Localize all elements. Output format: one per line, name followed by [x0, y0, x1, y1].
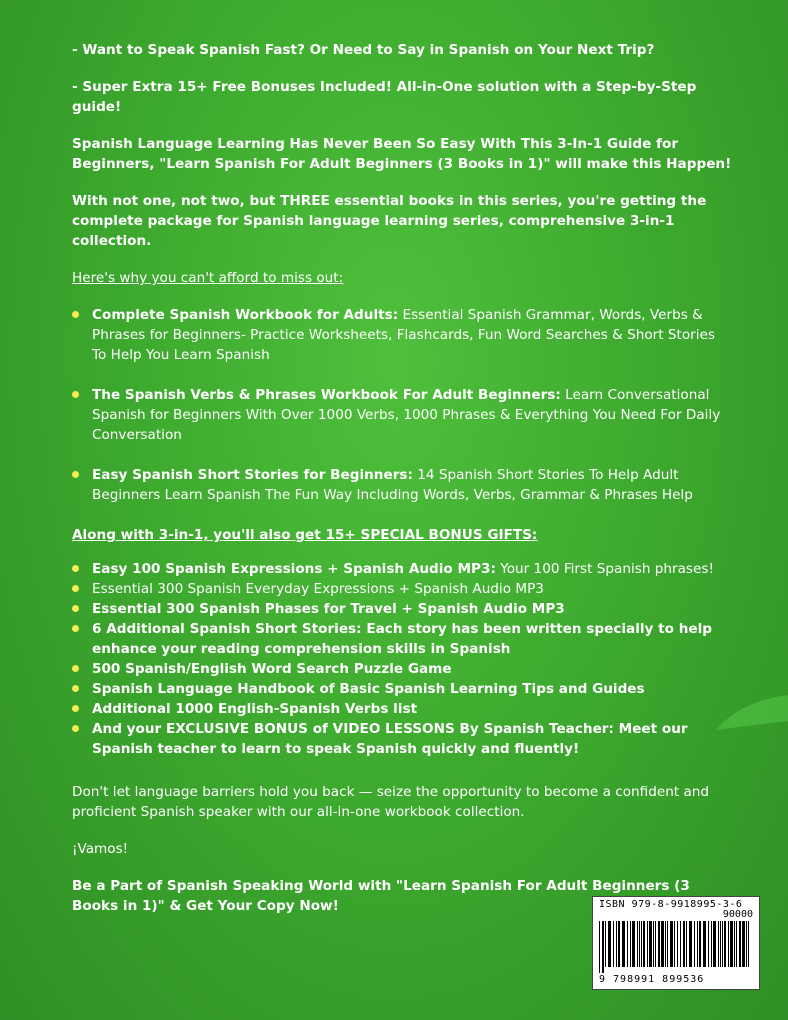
barcode-bar [661, 921, 664, 967]
barcode-bar [708, 921, 709, 967]
barcode [592, 896, 760, 990]
barcode-bar [670, 921, 673, 967]
book-title: The Spanish Verbs & Phrases Workbook For Adult Beginners: [92, 387, 561, 403]
books-list [72, 305, 732, 505]
list-item [72, 385, 732, 445]
book-description: Learn Conversational Spanish for Beginners With Over 1000 Verbs, 1000 Phrases & Everything You Need For Daily Conversation [92, 387, 721, 443]
barcode-bar [665, 921, 666, 967]
barcode-bar [694, 921, 695, 967]
price-code: 90000 [722, 909, 753, 920]
barcode-bar [622, 921, 625, 967]
bonus-text: Your 100 First Spanish phrases! [500, 561, 714, 577]
barcode-bar [613, 921, 614, 967]
barcode-bar [632, 921, 635, 967]
barcode-digits: 9 798991 899536 [599, 974, 705, 985]
barcode-bar [618, 921, 620, 967]
barcode-bar [748, 921, 749, 967]
bonus-heading: Along with 3-in-1, you'll also get 15+ SPECIAL BONUS GIFTS: [72, 527, 538, 543]
list-item: 6 Additional Spanish Short Stories: Each story has been written specially to help enhance your reading comprehension skills in Spanish [72, 619, 732, 659]
barcode-bar [599, 921, 600, 973]
closing-paragraph: Don't let language barriers hold you back — seize the opportunity to become a confident and proficient Spanish speaker with our all-in-one workbook collection. [72, 784, 710, 820]
description [72, 40, 732, 933]
barcode-bar [667, 921, 668, 967]
bonus-list [72, 559, 732, 759]
barcode-bar [689, 921, 692, 967]
book-description: Essential Spanish Grammar, Words, Verbs & Phrases for Beginners- Practice Worksheets, Flashcards, Fun Word Searches & Short Stories To Help You Learn Spanish [92, 307, 715, 363]
list-item: Essential 300 Spanish Phases for Travel + Spanish Audio MP3 [72, 599, 732, 619]
intro-line-2: - Super Extra 15+ Free Bonuses Included! All-in-One solution with a Step-by-Step guide! [72, 79, 697, 115]
barcode-bar [655, 921, 656, 967]
barcode-bar [697, 921, 698, 967]
barcode-bar [724, 921, 726, 967]
list-item [72, 559, 732, 579]
barcode-bar [647, 921, 648, 967]
vamos: ¡Vamos! [72, 841, 129, 857]
list-item [72, 305, 732, 365]
list-item: Additional 1000 English-Spanish Verbs list [72, 699, 732, 719]
barcode-bar [637, 921, 638, 967]
barcode-bar [683, 921, 685, 967]
barcode-bar [627, 921, 628, 967]
barcode-bar [742, 921, 745, 967]
bonus-bold: Easy 100 Spanish Expressions + Spanish Audio MP3: [92, 561, 496, 577]
barcode-bar [730, 921, 733, 967]
barcode-bar [728, 921, 729, 967]
list-item: Spanish Language Handbook of Basic Spanish Learning Tips and Guides [72, 679, 732, 699]
barcode-bar [686, 921, 687, 967]
barcode-bar [674, 921, 675, 967]
barcode-bar [630, 921, 631, 967]
intro-line-4: With not one, not two, but THREE essential books in this series, you're getting the complete package for Spanish language learning series, comprehensive 3-in-1 collection. [72, 193, 707, 249]
barcode-bar [641, 921, 642, 967]
barcode-bar [639, 921, 640, 967]
barcode-bar [658, 921, 660, 967]
barcode-bar [746, 921, 747, 967]
call-to-action: Be a Part of Spanish Speaking World with "Learn Spanish For Adult Beginners (3 Books in 1)" & Get Your Copy Now! [72, 878, 690, 914]
barcode-bar [616, 921, 617, 967]
barcode-bar [711, 921, 712, 967]
barcode-bar [718, 921, 719, 967]
intro-line-1: - Want to Speak Spanish Fast? Or Need to Say in Spanish on Your Next Trip? [72, 42, 655, 58]
barcode-bar [680, 921, 681, 967]
barcode-bar [649, 921, 652, 967]
barcode-bar [736, 921, 737, 967]
barcode-bars [599, 921, 753, 973]
isbn-text: ISBN 979-8-9918995-3-6 [599, 899, 743, 910]
barcode-bar [653, 921, 654, 967]
barcode-bar [608, 921, 611, 967]
barcode-bar [677, 921, 678, 967]
barcode-bar [739, 921, 741, 967]
barcode-bar [720, 921, 721, 967]
bonus-text: Essential 300 Spanish Everyday Expressions + Spanish Audio MP3 [92, 581, 544, 597]
barcode-bar [734, 921, 735, 967]
list-item [72, 465, 732, 505]
barcode-bar [602, 921, 604, 973]
book-description: 14 Spanish Short Stories To Help Adult Beginners Learn Spanish The Fun Way Including Words, Verbs, Grammar & Phrases Help [92, 467, 693, 503]
book-title: Easy Spanish Short Stories for Beginners: [92, 467, 413, 483]
barcode-bar [703, 921, 706, 967]
list-item: 500 Spanish/English Word Search Puzzle Game [72, 659, 732, 679]
why-heading: Here's why you can't afford to miss out: [72, 270, 344, 286]
intro-line-3: Spanish Language Learning Has Never Been So Easy With This 3-In-1 Guide for Beginners, "Learn Spanish For Adult Beginners (3 Books in 1)" will make this Happen! [72, 136, 732, 172]
book-title: Complete Spanish Workbook for Adults: [92, 307, 399, 323]
barcode-bar [713, 921, 716, 967]
barcode-bar [605, 921, 606, 967]
barcode-bar [643, 921, 645, 967]
barcode-bar [699, 921, 701, 967]
list-item [72, 579, 732, 599]
list-item: And your EXCLUSIVE BONUS of VIDEO LESSONS By Spanish Teacher: Meet our Spanish teacher to learn to speak Spanish quickly and fluently! [72, 719, 732, 759]
barcode-bar [722, 921, 723, 967]
